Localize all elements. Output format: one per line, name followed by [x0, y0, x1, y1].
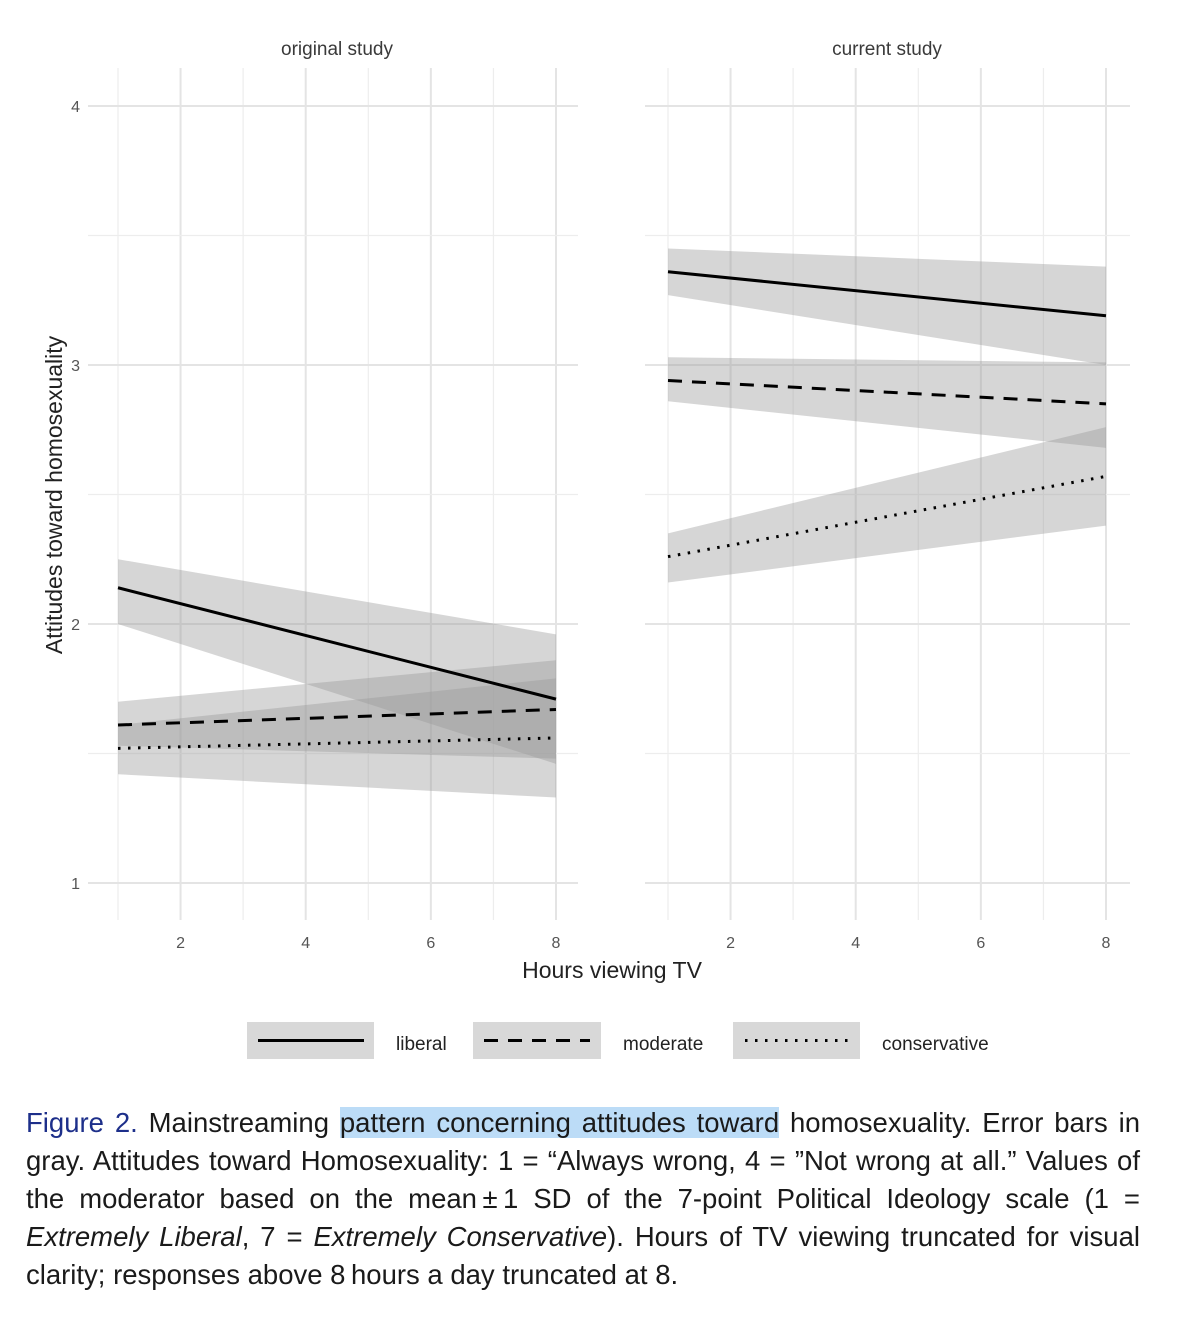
x-tick-label: 2 [726, 935, 736, 952]
figure-caption [26, 1104, 1140, 1294]
ci-band-moderate-current [668, 357, 1106, 448]
caption-italic-conservative: Extremely Conservative [313, 1221, 608, 1252]
caption-text-3: , 7 = [241, 1221, 314, 1252]
x-tick-label: 8 [1101, 935, 1111, 952]
facet-title-original: original study [281, 39, 393, 60]
legend-label-liberal: liberal [396, 1034, 447, 1055]
legend-label-conservative: conservative [882, 1034, 989, 1055]
x-tick-label: 2 [176, 935, 186, 952]
caption-text-4: ). Hours of TV viewing truncated for visual clarity; responses above 8 hours a day truncated at 8. [26, 1221, 1140, 1290]
x-axis-title: Hours viewing TV [522, 957, 702, 983]
caption-highlight: pattern concerning attitudes toward [339, 1107, 780, 1138]
y-axis-title: Attitudes toward homosexuality [41, 335, 67, 655]
y-tick-label: 3 [71, 358, 80, 375]
x-tick-label: 6 [426, 935, 436, 952]
figure-label: Figure 2. [26, 1107, 138, 1138]
y-tick-label: 2 [71, 617, 80, 634]
confidence-band-layer [118, 248, 1106, 797]
legend [247, 1022, 989, 1059]
caption-italic-liberal: Extremely Liberal [26, 1221, 242, 1252]
y-tick-label: 4 [71, 99, 80, 116]
y-tick-label: 1 [71, 876, 80, 893]
x-tick-label: 4 [851, 935, 861, 952]
ci-band-liberal-current [668, 248, 1106, 365]
caption-text-2: homosexuality. Error bars in gray. Attitudes toward Homosexuality: 1 = “Always wrong, 4 = ”Not wrong at all.” Values of the moderator based on the mean ± 1 SD of the 7-point Political Ideology scale (1 = [26, 1107, 1140, 1214]
x-tick-label: 8 [551, 935, 561, 952]
legend-label-moderate: moderate [623, 1034, 704, 1055]
caption-text-1: Mainstreaming [137, 1107, 340, 1138]
ci-band-conservative-current [668, 427, 1106, 582]
x-tick-label: 6 [976, 935, 986, 952]
x-tick-label: 4 [301, 935, 311, 952]
facet-title-current: current study [832, 39, 942, 60]
